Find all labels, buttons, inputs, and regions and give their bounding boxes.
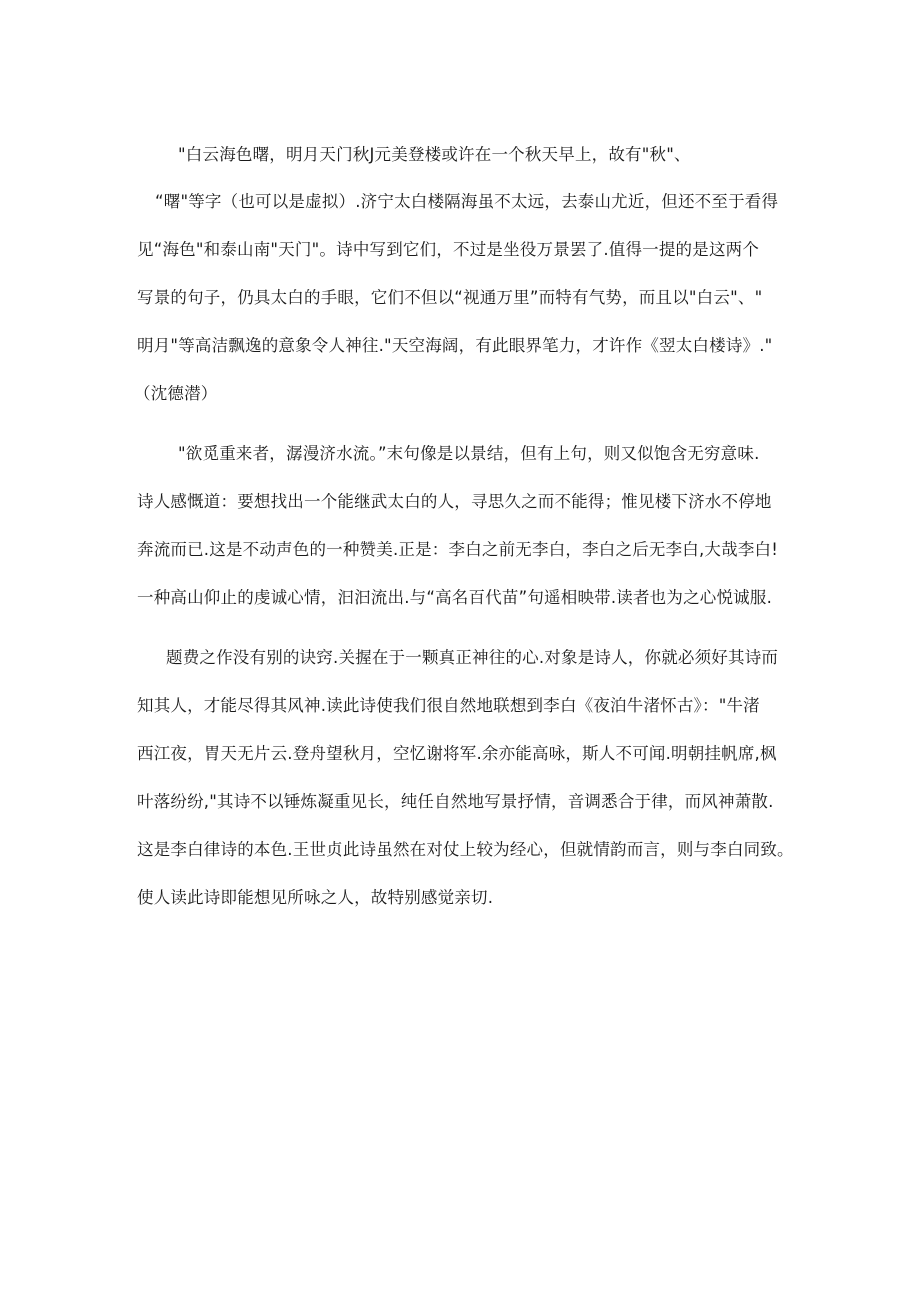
paragraph-3-line-1: 题费之作没有别的诀窍.关握在于一颗真正神往的心.对象是诗人，你就必须好其诗而 (166, 648, 779, 667)
paragraph-1-line-2: “曙"等字（也可以是虚拟）.济宁太白楼隔海虽不太远，去泰山尤近，但还不至于看得 (155, 192, 779, 211)
paragraph-1-line-3: 见“海色"和泰山南"天门"。诗中写到它们，不过是坐役万景罢了.值得一提的是这两个 (137, 240, 760, 259)
paragraph-1-line-5: 明月"等高洁飘逸的意象令人神往."天空海阔，有此眼界笔力，才许作《翌太白楼诗》." (137, 336, 773, 355)
paragraph-2-line-4: 一种高山仰止的虔诚心情，汩汩流出.与“高名百代苗”句遥相映带.读者也为之心悦诚服. (137, 588, 773, 607)
paragraph-1-line-1: "白云海色曙，明月天门秋J元美登楼或许在一个秋天早上，故有"秋"、 (178, 145, 691, 164)
paragraph-1-line-4: 写景的句子，仍具太白的手眼，它们不但以“视通万里”而特有气势，而且以"白云"、" (137, 288, 763, 307)
paragraph-2-line-1: "欲觅重来者，潺漫济水流。”末句像是以景结，但有上句，则又似饱含无穷意味. (178, 444, 760, 463)
paragraph-3-line-4: 叶落纷纷,"其诗不以锤炼凝重见长，纯任自然地写景抒情，音调悉合于律，而风神萧散. (137, 792, 774, 811)
paragraph-3-line-2: 知其人，才能尽得其风神.读此诗使我们很自然地联想到李白《夜泊牛渚怀古》："牛渚 (137, 696, 760, 715)
paragraph-3-line-6: 使人读此诗即能想见所咏之人，故特别感觉亲切. (137, 888, 494, 907)
paragraph-1-line-6: （沈德潜） (134, 384, 218, 403)
paragraph-2-line-3: 奔流而已.这是不动声色的一种赞美.正是：李白之前无李白，李白之后无李白,大哉李白! (137, 540, 779, 559)
paragraph-3-line-3: 西江夜，胃天无片云.登舟望秋月，空忆谢将军.余亦能高咏，斯人不可闻.明朝挂帆席,枫 (137, 744, 777, 763)
paragraph-3-line-5: 这是李白律诗的本色.王世贞此诗虽然在对仗上较为经心，但就情韵而言，则与李白同致。 (137, 840, 794, 859)
paragraph-2-line-2: 诗人感慨道：要想找出一个能继武太白的人，寻思久之而不能得；惟见楼下济水不停地 (137, 492, 772, 511)
